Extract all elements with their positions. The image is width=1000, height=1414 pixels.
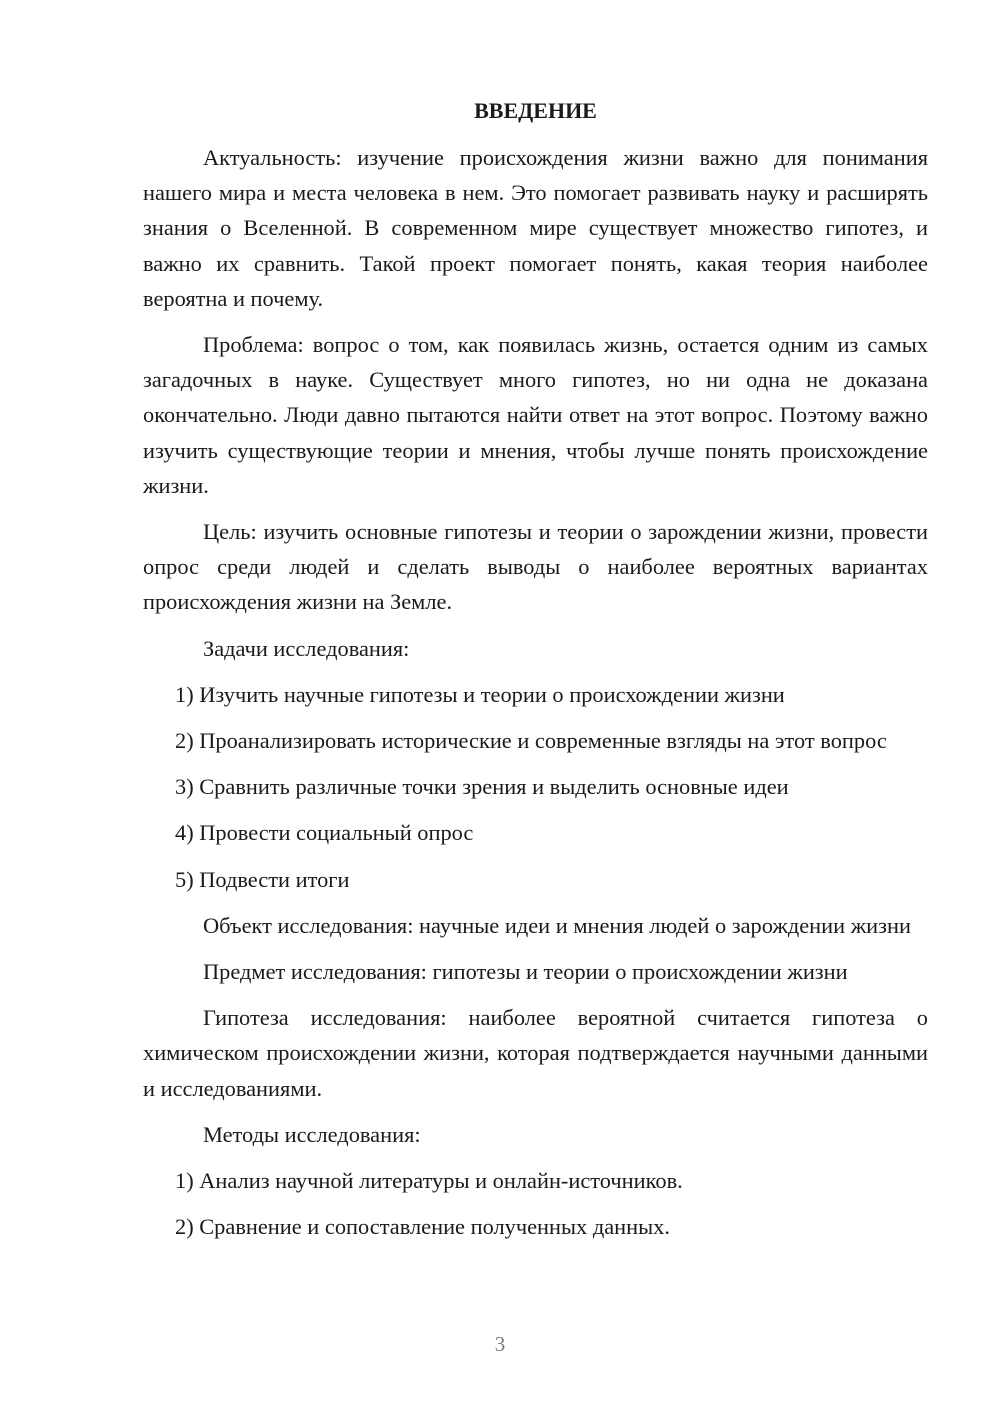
subject-paragraph: Предмет исследования: гипотезы и теории о происхождении жизни <box>203 959 848 985</box>
problem-paragraph: Проблема: вопрос о том, как появилась жизнь, остается одним из самых загадочных в науке. Существует много гипотез, но ни одна не доказана окончательно. Люди давно пытаются найти ответ на этот вопрос. Поэтому важно изучить существующие теории и мнения, чтобы лучше понять происхождение жизни. <box>143 332 928 498</box>
page-number: 3 <box>494 1332 506 1356</box>
method-item-1: 1) Анализ научной литературы и онлайн-источников. <box>175 1168 683 1194</box>
tasks-heading: Задачи исследования: <box>203 635 410 661</box>
method-item-2: 2) Сравнение и сопоставление полученных данных. <box>175 1214 670 1240</box>
document-page <box>143 95 928 1244</box>
task-item-2: 2) Проанализировать исторические и современные взгляды на этот вопрос <box>175 728 887 754</box>
goal-paragraph: Цель: изучить основные гипотезы и теории о зарождении жизни, провести опрос среди людей и сделать выводы о наиболее вероятных вариантах происхождения жизни на Земле. <box>143 519 928 615</box>
methods-heading: Методы исследования: <box>203 1121 421 1147</box>
relevance-paragraph: Актуальность: изучение происхождения жизни важно для понимания нашего мира и места человека в нем. Это помогает развивать науку и расширять знания о Вселенной. В современном мире существует множество гипотез, и важно их сравнить. Такой проект помогает понять, какая теория наиболее вероятна и почему. <box>143 145 928 311</box>
page-title: ВВЕДЕНИЕ <box>474 98 597 123</box>
task-item-3: 3) Сравнить различные точки зрения и выделить основные идеи <box>175 774 789 800</box>
hypothesis-paragraph: Гипотеза исследования: наиболее вероятной считается гипотеза о химическом происхождении жизни, которая подтверждается научными данными и исследованиями. <box>143 1005 928 1101</box>
object-paragraph: Объект исследования: научные идеи и мнения людей о зарождении жизни <box>203 912 911 938</box>
task-item-4: 4) Провести социальный опрос <box>175 820 474 846</box>
task-item-5: 5) Подвести итоги <box>175 866 350 892</box>
task-item-1: 1) Изучить научные гипотезы и теории о происхождении жизни <box>175 681 785 707</box>
